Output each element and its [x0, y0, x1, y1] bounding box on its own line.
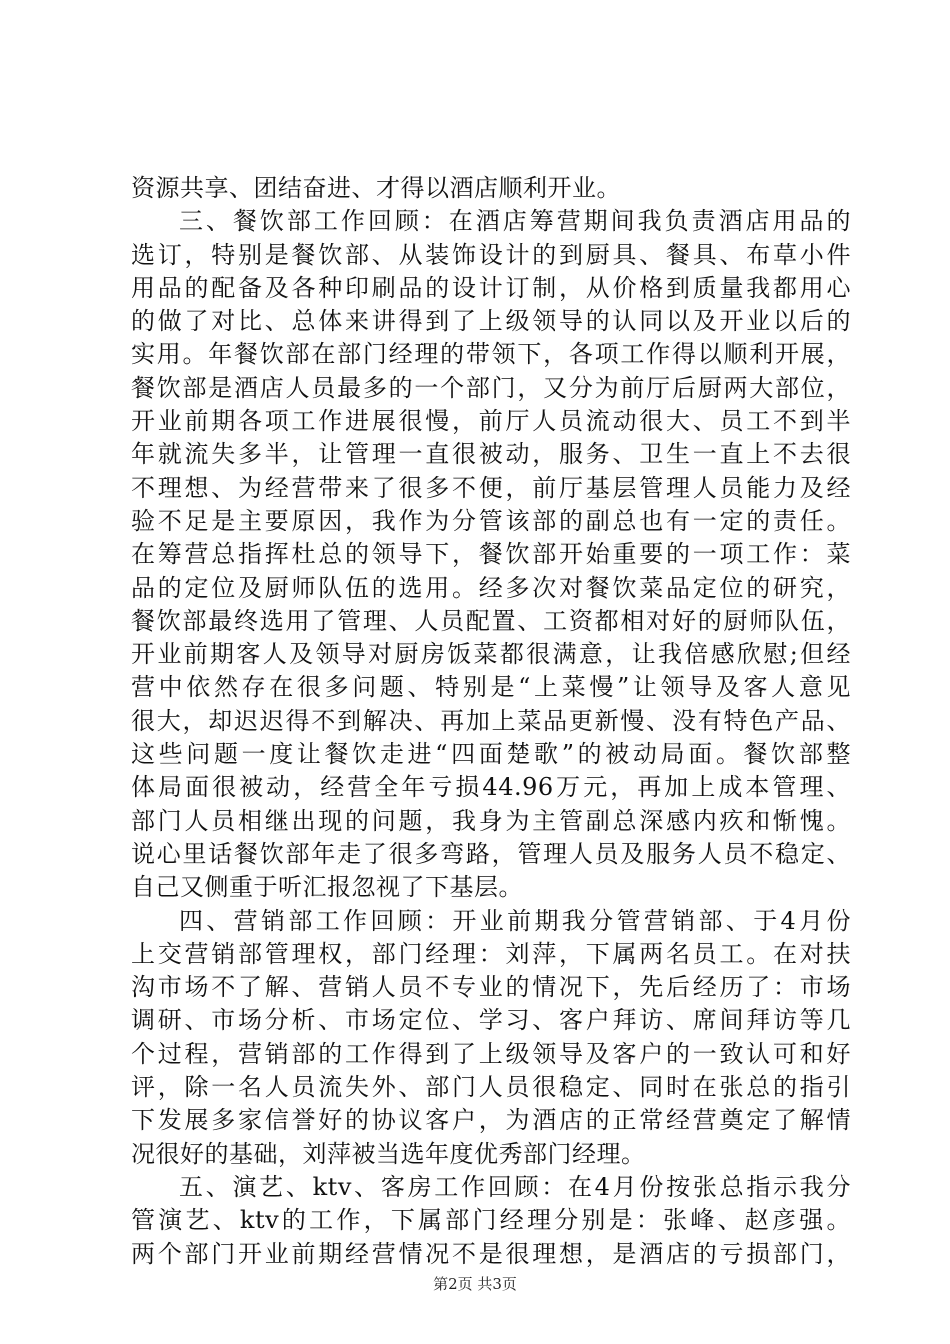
text-line: 品的定位及厨师队伍的选用。经多次对餐饮菜品定位的研究，: [131, 573, 851, 602]
text-line: 部门人员相继出现的问题，我身为主管副总深感内疚和惭愧。: [131, 806, 851, 835]
text-line: 用品的配备及各种印刷品的设计订制，从价格到质量我都用心: [131, 273, 851, 302]
text-line: 的做了对比、总体来讲得到了上级领导的认同以及开业以后的: [131, 307, 851, 336]
section-heading-line: 三、餐饮部工作回顾：在酒店筹营期间我负责酒店用品的: [179, 207, 851, 236]
document-body: [131, 172, 851, 1271]
section-heading-line: 五、演艺、ktv、客房工作回顾：在4月份按张总指示我分: [179, 1172, 851, 1201]
text-line: 很大，却迟迟得不到解决、再加上菜品更新慢、没有特色产品、: [131, 706, 851, 735]
text-line: 上交营销部管理权，部门经理：刘萍，下属两名员工。在对扶: [131, 939, 851, 968]
text-line: 资源共享、团结奋进、才得以酒店顺利开业。: [131, 174, 621, 202]
text-line: 说心里话餐饮部年走了很多弯路，管理人员及服务人员不稳定、: [131, 839, 851, 868]
text-line: 这些问题一度让餐饮走进“四面楚歌”的被动局面。餐饮部整: [131, 740, 851, 769]
text-line: 餐饮部最终选用了管理、人员配置、工资都相对好的厨师队伍，: [131, 606, 851, 635]
text-line: 评，除一名人员流失外、部门人员很稳定、同时在张总的指引: [131, 1073, 851, 1102]
text-line: 开业前期各项工作进展很慢，前厅人员流动很大、员工不到半: [131, 407, 851, 436]
text-line: 验不足是主要原因，我作为分管该部的副总也有一定的责任。: [131, 506, 851, 535]
text-line: 两个部门开业前期经营情况不是很理想，是酒店的亏损部门，: [131, 1239, 851, 1268]
text-line: 年就流失多半，让管理一直很被动，服务、卫生一直上不去很: [131, 440, 851, 469]
text-line: 自己又侧重于听汇报忽视了下基层。: [131, 873, 523, 902]
text-line: 况很好的基础，刘萍被当选年度优秀部门经理。: [131, 1139, 646, 1168]
text-line: 选订，特别是餐饮部、从装饰设计的到厨具、餐具、布草小件: [131, 240, 851, 269]
text-line: 营中依然存在很多问题、特别是“上菜慢”让领导及客人意见: [131, 673, 851, 702]
text-line: 开业前期客人及领导对厨房饭菜都很满意，让我倍感欣慰;但经: [131, 640, 851, 669]
text-line: 体局面很被动，经营全年亏损44.96万元，再加上成本管理、: [131, 773, 851, 802]
text-line: 个过程，营销部的工作得到了上级领导及客户的一致认可和好: [131, 1039, 851, 1068]
text-line: 实用。年餐饮部在部门经理的带领下，各项工作得以顺利开展，: [131, 340, 851, 369]
text-line: 在筹营总指挥杜总的领导下，餐饮部开始重要的一项工作：菜: [131, 540, 851, 569]
text-line: 下发展多家信誉好的协议客户，为酒店的正常经营奠定了解情: [131, 1106, 851, 1135]
text-line: 餐饮部是酒店人员最多的一个部门，又分为前厅后厨两大部位，: [131, 373, 851, 402]
page-number-footer: 第2页 共3页: [433, 1275, 517, 1293]
text-line: 不理想、为经营带来了很多不便，前厅基层管理人员能力及经: [131, 473, 851, 502]
text-line: 调研、市场分析、市场定位、学习、客户拜访、席间拜访等几: [131, 1006, 851, 1035]
section-heading-line: 四、营销部工作回顾：开业前期我分管营销部、于4月份: [179, 906, 851, 935]
text-line: 管演艺、ktv的工作，下属部门经理分别是：张峰、赵彦强。: [131, 1206, 851, 1235]
text-line: 沟市场不了解、营销人员不专业的情况下，先后经历了：市场: [131, 973, 851, 1002]
